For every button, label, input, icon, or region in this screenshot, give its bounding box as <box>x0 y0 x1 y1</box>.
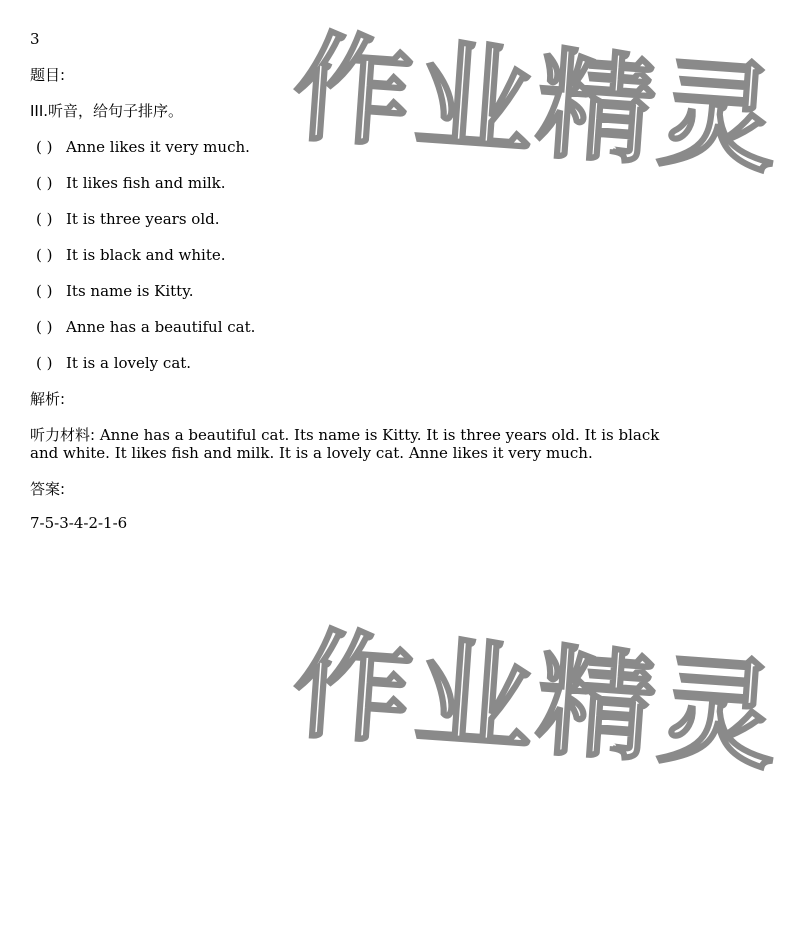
listening-text: Anne has a beautiful cat. Its name is Kitty. It is three years old. It is black and white. It likes fish and milk. It is a lovely cat. Anne likes it very much. <box>30 426 660 462</box>
answer-blank: ( ) <box>36 174 53 192</box>
option-text: It is a lovely cat. <box>66 354 192 372</box>
option-text: It is black and white. <box>66 246 226 264</box>
option-item <box>36 174 226 192</box>
answer-blank: ( ) <box>36 354 53 372</box>
watermark: 作业精灵 <box>289 18 786 190</box>
answer-blank: ( ) <box>36 210 53 228</box>
option-text: Its name is Kitty. <box>66 282 194 300</box>
option-item <box>36 282 193 300</box>
option-item <box>36 246 226 264</box>
answer-blank: ( ) <box>36 246 53 264</box>
option-item <box>36 318 255 336</box>
answer-blank: ( ) <box>36 282 53 300</box>
analysis-label: 解析: <box>30 390 66 408</box>
option-item <box>36 354 191 372</box>
instruction: III.听音，给句子排序。 <box>30 102 184 120</box>
option-item <box>36 210 220 228</box>
option-text: It is three years old. <box>66 210 220 228</box>
answer-blank: ( ) <box>36 318 53 336</box>
option-item <box>36 138 250 156</box>
question-number: 3 <box>30 30 40 48</box>
option-text: Anne likes it very much. <box>66 138 250 156</box>
answer-value: 7-5-3-4-2-1-6 <box>30 514 128 532</box>
section-title: 题目: <box>30 66 66 84</box>
answer-blank: ( ) <box>36 138 53 156</box>
watermark: 作业精灵 <box>289 615 786 787</box>
answer-label: 答案: <box>30 480 66 498</box>
option-text: It likes fish and milk. <box>66 174 226 192</box>
listening-label: 听力材料: <box>30 426 96 444</box>
option-text: Anne has a beautiful cat. <box>66 318 256 336</box>
listening-material <box>30 426 660 462</box>
